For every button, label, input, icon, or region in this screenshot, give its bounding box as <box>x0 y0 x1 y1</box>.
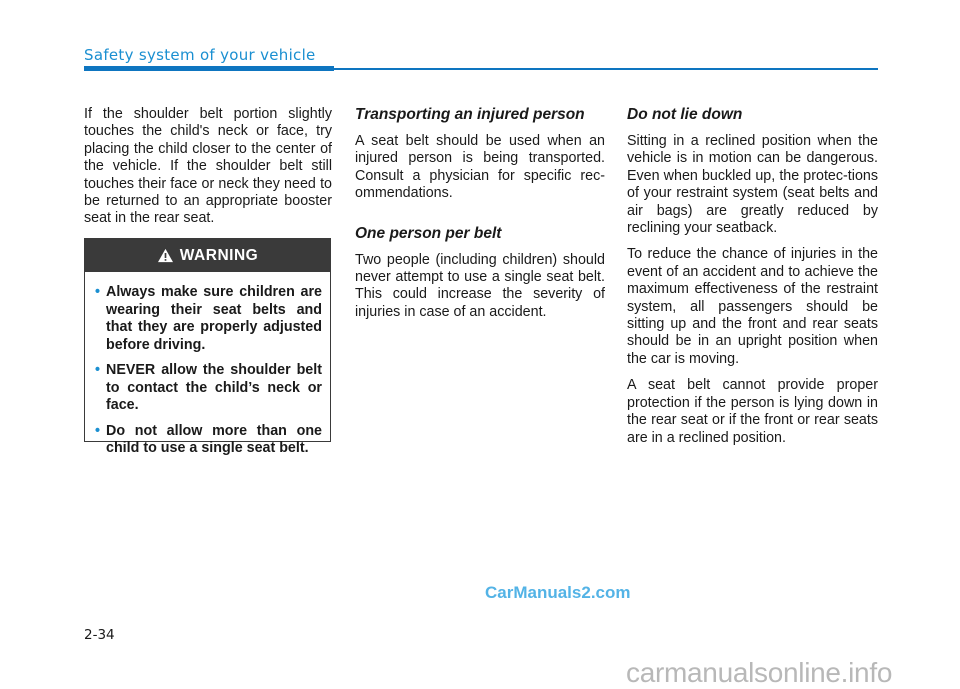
warning-item: • Do not allow more than one child to use a single seat belt. <box>95 422 322 456</box>
header-bar <box>84 66 334 71</box>
paragraph-reclined-danger: Sitting in a reclined position when the vehicle is in motion can be dangerous. Even when buckled up, the protec-tions of your restraint system (seat belts and air bags) are greatly reduced by reclining your seatback. <box>627 133 878 237</box>
paragraph-transporting-injured: A seat belt should be used when an injured person is being transported. Consult a physician for specific rec-ommendations. <box>355 133 605 202</box>
warning-item: • Always make sure children are wearing their seat belts and that they are properly adjusted before driving. <box>95 284 322 353</box>
bullet-icon: • <box>95 284 101 300</box>
paragraph-one-person-per-belt: Two people (including children) should never attempt to use a single seat belt. This could increase the severity of injuries in case of an accident. <box>355 251 605 320</box>
bullet-icon: • <box>95 362 101 378</box>
column-3 <box>627 106 878 456</box>
heading-one-person-per-belt: One person per belt <box>355 224 502 242</box>
watermark-link[interactable]: CarManuals2.com <box>485 583 631 602</box>
warning-list <box>85 272 330 458</box>
warning-title: WARNING <box>179 246 259 264</box>
heading-do-not-lie-down: Do not lie down <box>627 106 743 123</box>
footer-watermark: carmanualsonline.info <box>626 657 893 688</box>
column-2 <box>355 106 605 330</box>
bullet-icon: • <box>95 422 101 439</box>
warning-header <box>85 239 330 272</box>
section-header-title: Safety system of your vehicle <box>84 46 316 64</box>
intro-paragraph: If the shoulder belt portion slightly touches the child's neck or face, try placing the child closer to the center of the vehicle. If the shoulder belt still touches their face or neck they need to be returned to an appropriate booster seat in the rear seat. <box>84 106 332 227</box>
warning-triangle-icon <box>157 248 174 263</box>
paragraph-proper-protection: A seat belt cannot provide proper protection if the person is lying down in the rear seat or if the front or rear seats are in a reclined position. <box>627 377 878 446</box>
header-rule <box>334 68 878 70</box>
heading-transporting-injured: Transporting an injured person <box>355 106 585 123</box>
column-1 <box>84 106 332 237</box>
warning-box <box>84 238 331 456</box>
page-number: 2-34 <box>84 627 115 643</box>
warning-item: • NEVER allow the shoulder belt to contact the child’s neck or face. <box>95 362 322 413</box>
paragraph-reduce-injuries: To reduce the chance of injuries in the event of an accident and to achieve the maximum effectiveness of the restraint system, all passengers should be sitting up and the front and rear seats should be in an upright position when the car is moving. <box>627 246 878 367</box>
